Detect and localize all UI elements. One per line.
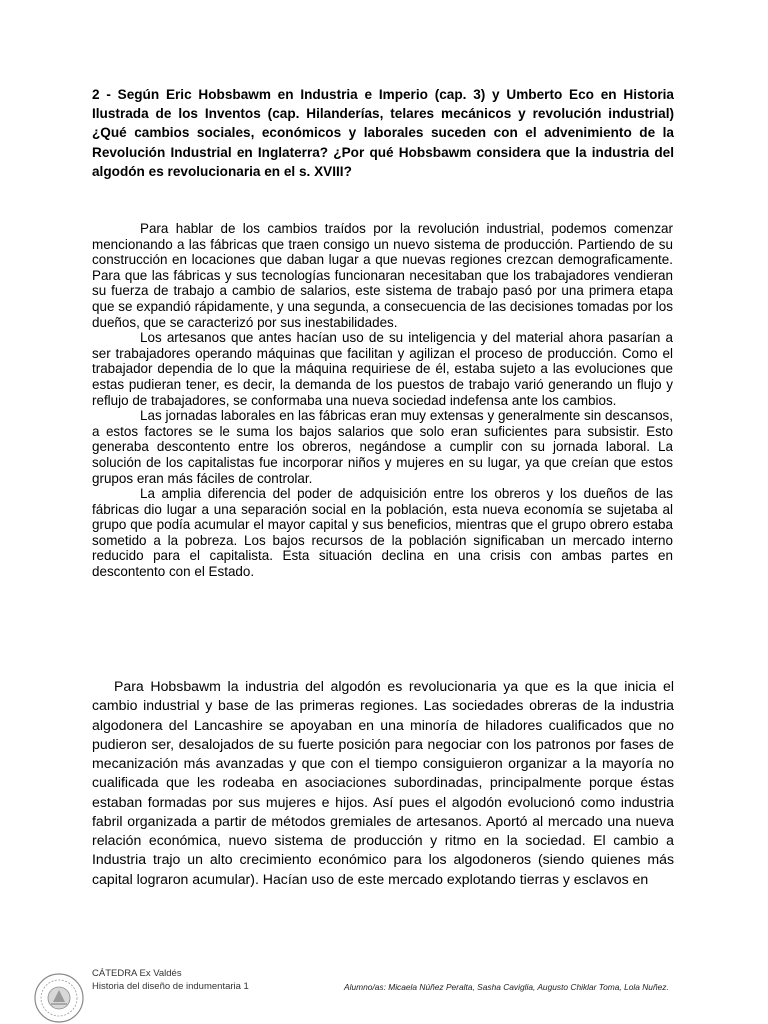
paragraph: Las jornadas laborales en las fábricas eran muy extensas y generalmente sin descansos, a estos factores se le suma los bajos salarios que solo eran suficientes para subsistir. Esto generaba descontento entre los obreros, negándose a cumplir con su jornada laboral. La solución de los capitalistas fue incorporar niños y mujeres en su lugar, ya que creían que estos grupos eran más fáciles de controlar. [92, 408, 673, 486]
question-heading: 2 - Según Eric Hobsbawm en Industria e Imperio (cap. 3) y Umberto Eco en Historia Ilustrada de los Inventos (cap. Hilanderías, telares mecánicos y revolución industrial) ¿Qué cambios sociales, económicos y laborales suceden con el advenimiento de la Revolución Industrial en Inglaterra? ¿Por qué Hobsbawm considera que la industria del algodón es revolucionaria en el s. XVIII? [92, 87, 674, 179]
answer-section-2 [92, 677, 674, 889]
page-footer [0, 960, 768, 1024]
university-seal-icon [33, 972, 85, 1024]
paragraph: Para Hobsbawm la industria del algodón es revolucionaria ya que es la que inicia el cambio industrial y base de las primeras regiones. Las sociedades obreras de la industria algodonera del Lancashire se apoyaban en una minoría de hiladores cualificados que no pudieron ser, desalojados de su fuerte posición para negociar con los patronos por fases de mecanización más avanzadas y que con el tiempo consiguieron organizar a la mayoría no cualificada que les rodeaba en asociaciones subordinadas, principalmente porque éstas estaban formadas por sus mujeres e hijos. Así pues el algodón evolucionó como industria fabril organizada a partir de métodos gremiales de artesanos. Aportó al mercado una nueva relación económica, nuevo sistema de producción y ritmo en la sociedad. El cambio a Industria trajo un alto crecimiento económico para los algodoneros (siendo quienes más capital lograron acumular). Hacían uso de este mercado explotando tierras y esclavos en [92, 678, 674, 887]
students-label: Alumno/as: Micaela Núñez Peralta, Sasha Caviglia, Augusto Chiklar Toma, Lola Nuñez. [344, 982, 669, 992]
paragraph: La amplia diferencia del poder de adquisición entre los obreros y los dueños de las fábricas dio lugar a una separación social en la población, esta nueva economía se sujetaba al grupo que podía acumular el mayor capital y sus beneficios, mientras que el grupo obrero estaba sometido a la pobreza. Los bajos recursos de la población significaban un mercado interno reducido para el capitalista. Esta situación declina en una crisis con ambas partes en descontento con el Estado. [92, 486, 673, 580]
catedra-label: CÁTEDRA Ex Valdés [92, 968, 182, 979]
paragraph: Para hablar de los cambios traídos por la revolución industrial, podemos comenzar mencionando a las fábricas que traen consigo un nuevo sistema de producción. Partiendo de su construcción en locaciones que daban lugar a que nuevas regiones crezcan demograficamente. Para que las fábricas y sus tecnologías funcionaran necesitaban que los trabajadores vendieran su fuerza de trabajo a cambio de salarios, este sistema de trabajo pasó por una primera etapa que se expandió rápidamente, y una segunda, a consecuencia de las decisiones tomadas por los dueños, que se caracterizó por sus inestabilidades. [92, 221, 673, 330]
paragraph: Los artesanos que antes hacían uso de su inteligencia y del material ahora pasarían a ser trabajadores operando máquinas que facilitan y agilizan el proceso de producción. Como el trabajador dependia de lo que la máquina requiriese de él, estaba sujeto a las evoluciones que estas pudieran tener, es decir, la demanda de los puestos de trabajo varió generando un flujo y reflujo de trabajadores, se conformaba una nueva sociedad indefensa ante los cambios. [92, 330, 673, 408]
answer-section-1 [92, 221, 673, 580]
course-label: Historia del diseño de indumentaria 1 [92, 981, 249, 992]
